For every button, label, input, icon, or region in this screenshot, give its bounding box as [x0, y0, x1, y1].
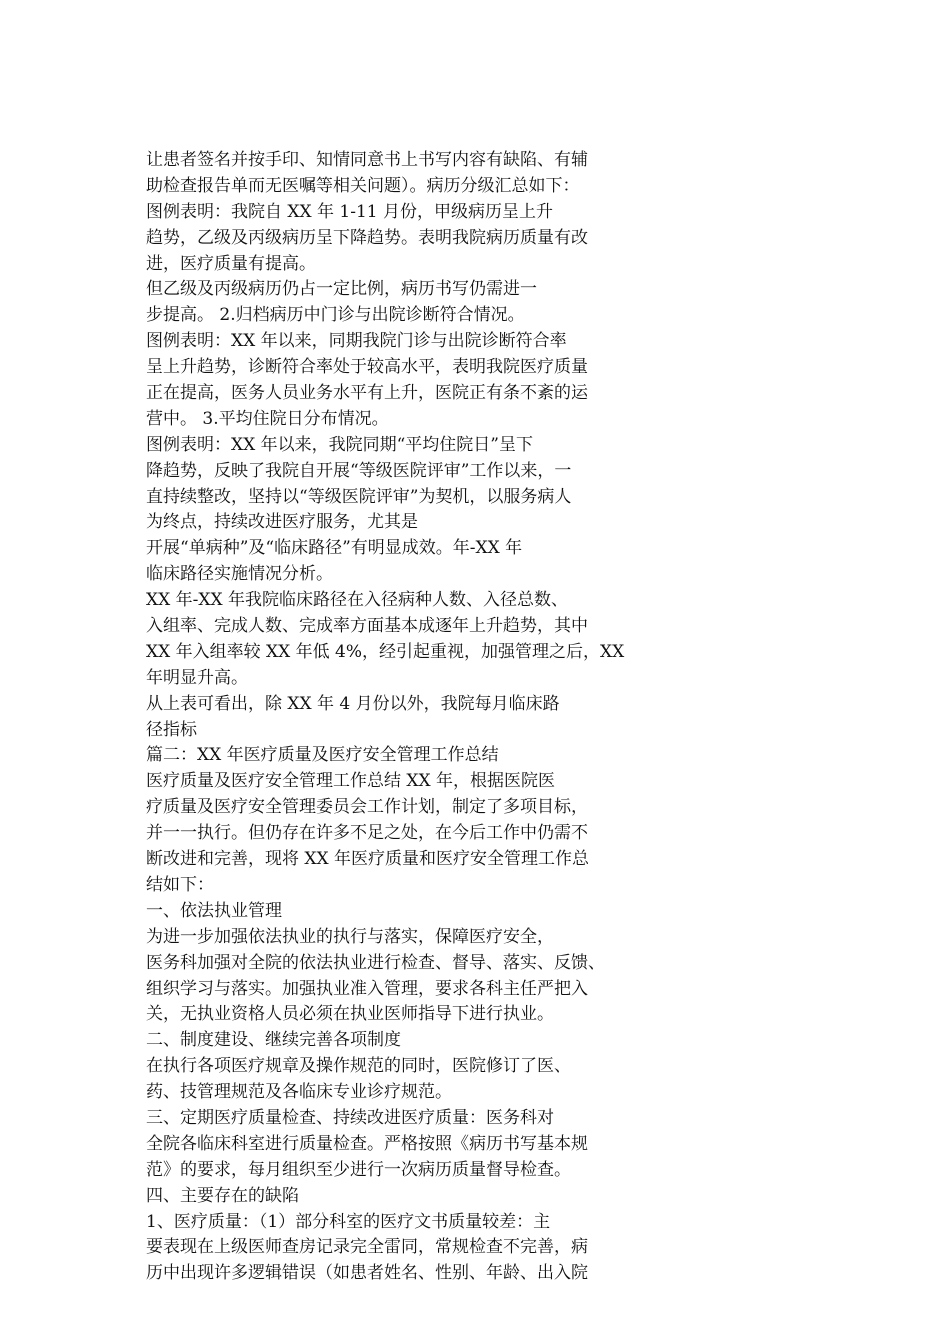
text-line: 并一一执行。但仍存在许多不足之处，在今后工作中仍需不 [146, 823, 588, 844]
text-line: 断改进和完善，现将 XX 年医疗质量和医疗安全管理工作总 [146, 849, 590, 870]
section-heading: 篇二：XX 年医疗质量及医疗安全管理工作总结 [146, 745, 499, 766]
text-line: 但乙级及丙级病历仍占一定比例，病历书写仍需进一 [146, 279, 537, 300]
text-line: 组织学习与落实。加强执业准入管理，要求各科主任严把入 [146, 978, 588, 999]
text-line: 为终点，持续改进医疗服务，尤其是 [146, 512, 418, 533]
section-heading: 三、定期医疗质量检查、持续改进医疗质量：医务科对 [146, 1107, 554, 1128]
section-heading: 一、依法执业管理 [146, 900, 282, 921]
text-line: 呈上升趋势，诊断符合率处于较高水平，表明我院医疗质量 [146, 357, 588, 378]
text-line: 图例表明：XX 年以来，同期我院门诊与出院诊断符合率 [146, 331, 567, 352]
text-line: 关，无执业资格人员必须在执业医师指导下进行执业。 [146, 1004, 554, 1025]
text-line: 趋势，乙级及丙级病历呈下降趋势。表明我院病历质量有改 [146, 227, 588, 248]
text-line: 为进一步加强依法执业的执行与落实，保障医疗安全， [146, 926, 554, 947]
text-line: 让患者签名并按手印、知情同意书上书写内容有缺陷、有辅 [146, 150, 588, 170]
text-line: 医疗质量及医疗安全管理工作总结 XX 年，根据医院医 [146, 771, 556, 792]
text-line: 在执行各项医疗规章及操作规范的同时，医院修订了医、 [146, 1056, 571, 1077]
text-line: 临床路径实施情况分析。 [146, 564, 333, 585]
text-line: 助检查报告单而无医嘱等相关问题）。病历分级汇总如下： [146, 175, 580, 196]
text-line: 开展“单病种”及“临床路径”有明显成效。年-XX 年 [146, 538, 523, 559]
text-line: 正在提高，医务人员业务水平有上升，医院正有条不紊的运 [146, 383, 588, 404]
section-heading: 四、主要存在的缺陷 [146, 1185, 299, 1206]
text-line: 营中。 3.平均住院日分布情况。 [146, 408, 389, 429]
text-line: 结如下： [146, 874, 214, 895]
text-line: 疗质量及医疗安全管理委员会工作计划，制定了多项目标， [146, 797, 588, 818]
text-line: 医务科加强对全院的依法执业进行检查、督导、落实、反馈、 [146, 952, 605, 973]
text-line: 历中出现许多逻辑错误（如患者姓名、性别、年龄、出入院 [146, 1263, 588, 1284]
text-line: 年明显升高。 [146, 667, 248, 688]
text-line: 步提高。 2.归档病历中门诊与出院诊断符合情况。 [146, 305, 525, 326]
text-line: 全院各临床科室进行质量检查。严格按照《病历书写基本规 [146, 1133, 588, 1154]
text-line: 入组率、完成人数、完成率方面基本成逐年上升趋势，其中 [146, 616, 588, 637]
document-body [146, 148, 666, 1287]
text-line: 图例表明：我院自 XX 年 1-11 月份，甲级病历呈上升 [146, 201, 554, 222]
text-line: 1、医疗质量：（1）部分科室的医疗文书质量较差：主 [146, 1211, 551, 1232]
text-line: 直持续整改，坚持以“等级医院评审”为契机，以服务病人 [146, 486, 572, 507]
section-heading: 二、制度建设、继续完善各项制度 [146, 1030, 401, 1051]
text-line: 进，医疗质量有提高。 [146, 253, 316, 274]
text-line: XX 年入组率较 XX 年低 4%，经引起重视，加强管理之后，XX [146, 641, 625, 662]
text-line: 降趋势，反映了我院自开展“等级医院评审”工作以来，一 [146, 460, 572, 481]
text-line: 药、技管理规范及各临床专业诊疗规范。 [146, 1082, 452, 1103]
text-line: 要表现在上级医师查房记录完全雷同，常规检查不完善，病 [146, 1237, 588, 1258]
text-line: XX 年-XX 年我院临床路径在入径病种人数、入径总数、 [146, 590, 568, 611]
text-line: 径指标 [146, 719, 197, 740]
text-line: 范》的要求，每月组织至少进行一次病历质量督导检查。 [146, 1159, 571, 1180]
text-line: 图例表明：XX 年以来，我院同期“平均住院日”呈下 [146, 434, 533, 455]
text-line: 从上表可看出，除 XX 年 4 月份以外，我院每月临床路 [146, 693, 560, 714]
